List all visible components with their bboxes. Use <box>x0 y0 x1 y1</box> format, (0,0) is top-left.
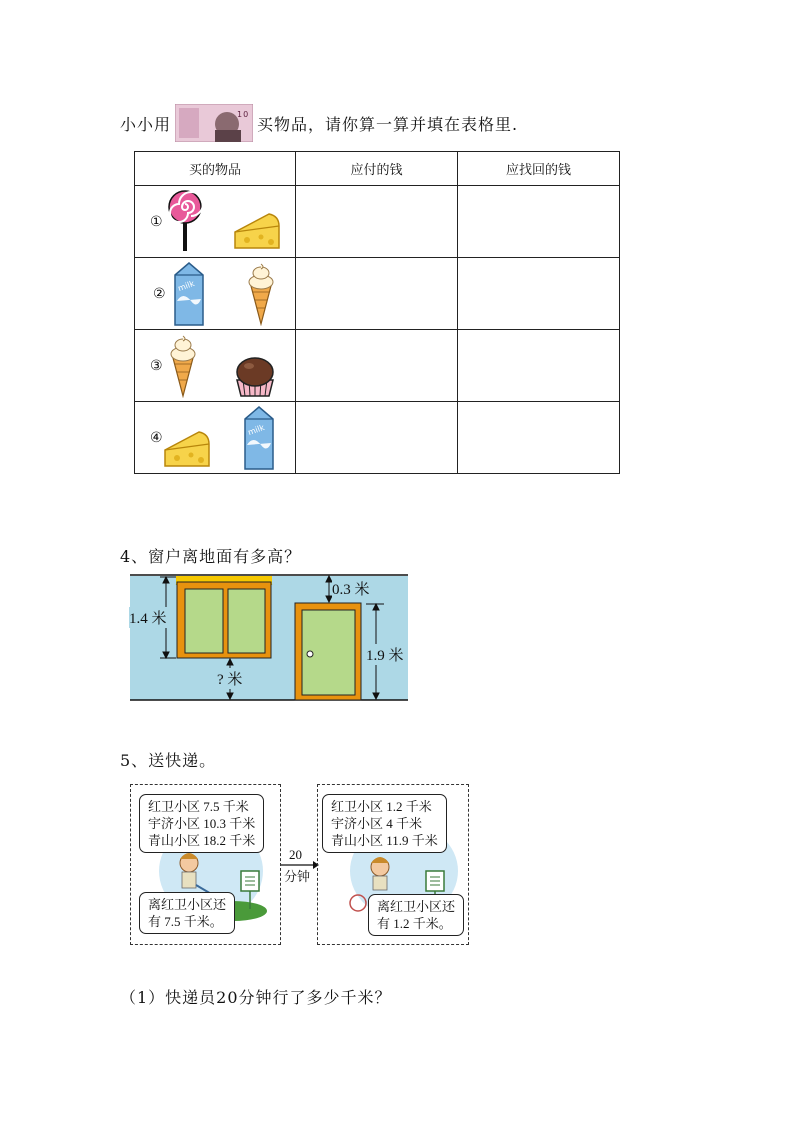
table-row <box>135 402 620 474</box>
row-number: ② <box>153 286 166 302</box>
chocolate-cake-icon <box>231 354 279 398</box>
header-change: 应找回的钱 <box>458 152 620 186</box>
cheese-icon <box>163 428 211 470</box>
row-number: ① <box>150 214 163 230</box>
distance-line: 红卫小区 1.2 千米 <box>331 799 432 814</box>
distance-sign-bubble <box>139 794 264 853</box>
table-row <box>135 330 620 402</box>
milk-carton-icon <box>171 261 207 327</box>
distance-line: 红卫小区 7.5 千米 <box>148 799 249 814</box>
change-cell[interactable] <box>458 402 620 474</box>
banknote-value: 10 <box>237 110 250 119</box>
arrow-time-unit: 分钟 <box>284 869 311 884</box>
speech-line: 有 1.2 千米。 <box>377 916 452 931</box>
lollipop-icon <box>167 189 203 253</box>
label-door-height: 1.9 米 <box>366 644 404 665</box>
banknote-10-yuan-icon <box>175 104 253 142</box>
pay-cell[interactable] <box>296 258 458 330</box>
distance-line: 宇济小区 10.3 千米 <box>148 816 256 831</box>
label-top-gap: 0.3 米 <box>332 578 370 599</box>
header-pay: 应付的钱 <box>296 152 458 186</box>
intro-suffix: 买物品，请你算一算并填在表格里. <box>257 114 519 134</box>
distance-line: 青山小区 18.2 千米 <box>148 833 256 848</box>
pay-cell[interactable] <box>296 186 458 258</box>
change-cell[interactable] <box>458 258 620 330</box>
distance-sign-bubble <box>322 794 447 853</box>
table-row <box>135 258 620 330</box>
speech-line: 离红卫小区还 <box>377 899 456 914</box>
milk-label: milk <box>246 422 266 438</box>
window <box>177 582 271 658</box>
ice-cream-cone-icon <box>245 262 277 326</box>
milk-carton-icon <box>241 405 277 471</box>
speech-line: 有 7.5 千米。 <box>148 914 223 929</box>
pay-cell[interactable] <box>296 402 458 474</box>
arrow-time-value: 20 <box>289 847 302 862</box>
distance-line: 宇济小区 4 千米 <box>331 816 423 831</box>
shopping-table <box>134 151 620 474</box>
window-door-diagram <box>126 568 416 704</box>
delivery-panel-before <box>130 784 281 945</box>
speech-bubble <box>368 894 464 936</box>
intro-prefix: 小小用 <box>120 114 172 134</box>
intro-line <box>120 104 518 142</box>
delivery-panel-after <box>317 784 469 945</box>
pay-cell[interactable] <box>296 330 458 402</box>
change-cell[interactable] <box>458 330 620 402</box>
row-number: ④ <box>150 430 163 446</box>
change-cell[interactable] <box>458 186 620 258</box>
table-row <box>135 186 620 258</box>
speech-bubble <box>139 892 235 934</box>
door <box>295 603 361 700</box>
speech-line: 离红卫小区还 <box>148 897 227 912</box>
header-items: 买的物品 <box>135 152 296 186</box>
table-header-row <box>135 152 620 186</box>
distance-line: 青山小区 11.9 千米 <box>331 833 438 848</box>
ice-cream-cone-icon <box>167 334 199 398</box>
milk-label: milk <box>176 278 196 294</box>
q4-title: 4、窗户离地面有多高？ <box>120 547 302 566</box>
label-unknown: ? 米 <box>217 668 242 689</box>
label-window-height: 1.4 米 <box>129 607 167 628</box>
row-number: ③ <box>150 358 163 374</box>
q5-title: 5、送快递。 <box>120 751 217 770</box>
q5-sub1: （1）快递员20分钟行了多少千米？ <box>120 988 392 1007</box>
cheese-icon <box>233 210 281 252</box>
